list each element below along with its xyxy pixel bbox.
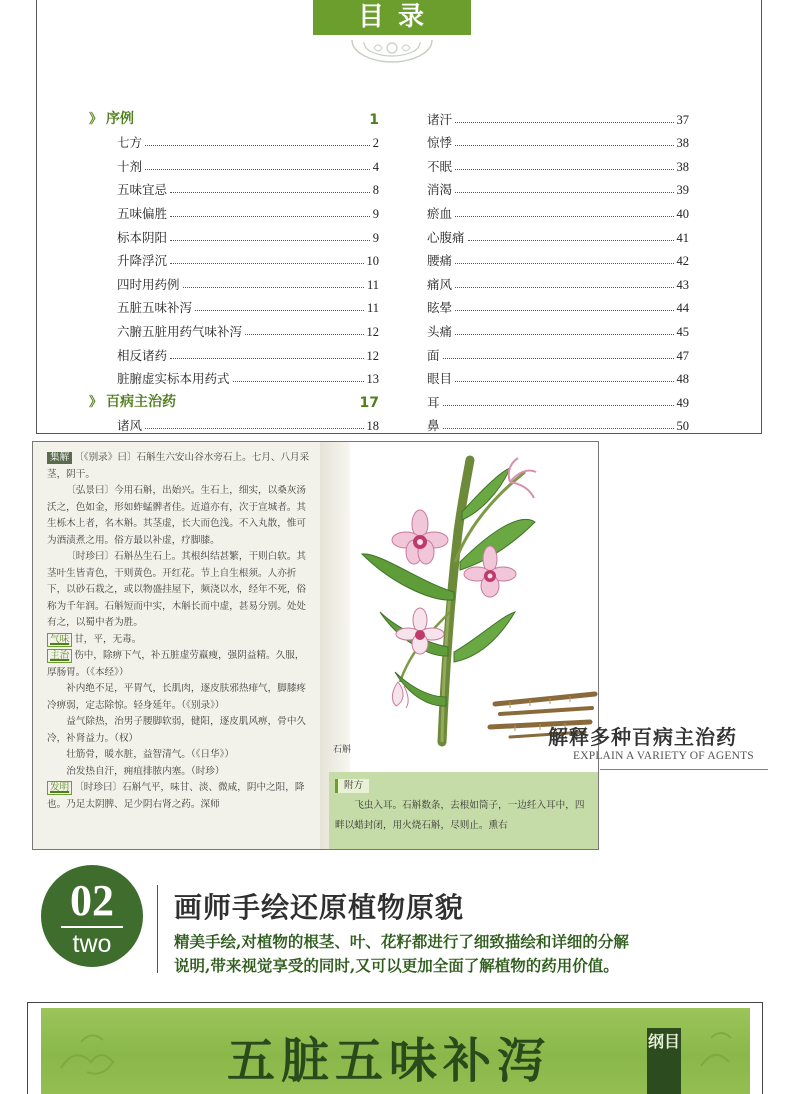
feature-number-badge	[41, 865, 143, 967]
zhuzhi-text: 伤中，除痹下气，补五脏虚劳羸瘦，强阴益精。久服，厚肠胃。（《本经》）	[47, 650, 305, 678]
toc-entry-label: 五味偏胜	[117, 205, 168, 221]
toc-dot-leader	[170, 216, 370, 217]
toc-entry-row[interactable]	[427, 316, 689, 340]
toc-dot-leader	[443, 428, 674, 429]
toc-entry-row[interactable]	[427, 411, 689, 435]
chapter-banner	[41, 1008, 750, 1094]
zhuzhi-line-3: 益气除热，治男子腰脚软弱，健阳，逐皮肌风痹，骨中久冷，补肾益力。（权）	[47, 716, 307, 744]
feature-title: 画师手绘还原植物原貌	[174, 891, 465, 924]
toc-right-column	[427, 104, 689, 434]
toc-dot-leader	[233, 381, 364, 382]
badge-word: two	[72, 930, 112, 958]
feature-desc-line-2: 说明,带来视觉享受的同时,又可以更加全面了解植物的药用价值。	[174, 956, 619, 975]
toc-left-column	[89, 104, 379, 434]
toc-page-number: 39	[676, 183, 689, 198]
feature-desc-line-1: 精美手绘,对植物的根茎、叶、花籽都进行了细致描绘和详细的分解	[174, 932, 629, 951]
tag-qiwei: 气味	[47, 633, 72, 647]
toc-entry-label: 鼻	[427, 418, 440, 434]
explain-title: 解释多种百病主治药	[548, 725, 737, 749]
toc-entry-label: 四时用药例	[117, 276, 180, 292]
shizhen-paragraph: 〔时珍曰〕石斛丛生石上。其根纠结甚繁，干则白软。其茎叶生皆青色，干则黄色。开红花。节上自生根须。人亦折下，以砂石栽之，或以物盛挂屋下，频浇以水，经年不死，俗称为千年润。石斛短而中实，木斛长而中虚，甚易分别。处处有之，以蜀中者为胜。	[47, 551, 307, 628]
toc-entry-row[interactable]	[89, 340, 379, 364]
dendrobium-drawing	[350, 442, 599, 760]
toc-dot-leader	[455, 169, 673, 170]
toc-entry-label: 序例	[106, 110, 135, 127]
faming-text: 〔时珍曰〕石斛气平，味甘、淡、微咸，阴中之阳，降也。乃足太阴脾、足少阴右肾之药。深师	[47, 782, 305, 810]
toc-entry-row[interactable]	[89, 316, 379, 340]
toc-page-number: 48	[676, 372, 689, 387]
toc-dot-leader	[170, 192, 370, 193]
toc-dot-leader	[455, 310, 673, 311]
section-arrow-icon: 》	[89, 394, 103, 410]
toc-entry-label: 腰痛	[427, 253, 453, 269]
toc-entry-label: 惊悸	[427, 135, 453, 151]
toc-dot-leader	[245, 334, 363, 335]
section-arrow-icon: 》	[89, 111, 103, 127]
toc-entry-row[interactable]	[89, 364, 379, 388]
toc-dot-leader	[145, 169, 370, 170]
toc-page-number: 17	[359, 394, 379, 411]
toc-entry-row[interactable]	[427, 175, 689, 199]
toc-entry-row[interactable]	[89, 222, 379, 246]
qiwei-paragraph	[47, 632, 312, 649]
toc-entry-label: 五脏五味补泻	[117, 300, 193, 316]
toc-entry-label: 耳	[427, 394, 440, 410]
toc-dot-leader	[443, 358, 674, 359]
toc-page-number: 41	[676, 230, 689, 245]
toc-dot-leader	[145, 428, 363, 429]
tag-fufang: 附方	[335, 779, 369, 793]
toc-dot-leader	[455, 216, 673, 217]
toc-dot-leader	[195, 310, 364, 311]
toc-entry-label: 面	[427, 347, 440, 363]
toc-page-number: 1	[369, 111, 379, 128]
jijie-text: 〔《别录》曰〕石斛生六安山谷水旁石上。七月、八月采茎，阴干。	[47, 452, 310, 480]
toc-dot-leader	[455, 381, 673, 382]
toc-dot-leader	[170, 240, 370, 241]
badge-number: 02	[70, 876, 114, 925]
toc-entry-label: 百病主治药	[106, 393, 177, 410]
toc-dot-leader	[170, 358, 363, 359]
toc-entry-label: 诸风	[117, 418, 143, 434]
toc-entry-label: 相反诸药	[117, 347, 168, 363]
toc-dot-leader	[170, 263, 363, 264]
toc-entry-label: 不眠	[427, 158, 453, 174]
toc-page-number: 45	[676, 324, 689, 339]
toc-page-number: 4	[372, 159, 379, 174]
toc-entry-row[interactable]	[89, 269, 379, 293]
toc-entry-label: 头痛	[427, 323, 453, 339]
jijie-paragraph	[47, 450, 312, 483]
zhuzhi-line-4: 壮筋骨，暖水脏，益智清气。（《日华》）	[66, 749, 235, 760]
zhuzhi-paragraph	[47, 648, 312, 681]
toc-entry-row[interactable]	[427, 364, 689, 388]
toc-page-number: 44	[676, 301, 689, 316]
zhuzhi-line-5: 治发热自汗，痈疽排脓内塞。（时珍）	[66, 765, 225, 777]
toc-entry-label: 消渴	[427, 182, 453, 198]
toc-page-number: 12	[366, 348, 379, 363]
toc-dot-leader	[455, 122, 673, 123]
toc-page-number: 11	[366, 277, 379, 292]
toc-page-number: 18	[366, 419, 379, 434]
toc-dot-leader	[455, 287, 673, 288]
cloud-ornament-icon	[344, 34, 440, 64]
toc-entry-row[interactable]	[427, 151, 689, 175]
toc-dot-leader	[145, 145, 370, 146]
chapter-title: 五脏五味补泻	[227, 1033, 552, 1089]
toc-page-number: 50	[676, 419, 689, 434]
toc-page-number: 11	[366, 301, 379, 316]
book-page-sample	[32, 441, 599, 850]
toc-entry-row[interactable]	[427, 340, 689, 364]
tag-faming: 发明	[47, 781, 72, 795]
qiwei-text: 甘，平，无毒。	[74, 633, 142, 645]
toc-page-number: 10	[366, 254, 379, 269]
toc-entry-label: 升降浮沉	[117, 253, 168, 269]
feature-description	[174, 930, 774, 978]
faming-paragraph	[47, 780, 312, 813]
book-page-text	[33, 442, 320, 850]
fufang-text: 飞虫入耳。石斛数条，去根如筒子，一边纴入耳中，四畔以蜡封闭，用火烧石斛，尽则止。熏右	[335, 800, 585, 831]
toc-entry-label: 标本阴阳	[117, 229, 168, 245]
toc-page-number: 9	[372, 230, 379, 245]
toc-entry-row[interactable]	[427, 104, 689, 128]
toc-dot-leader	[468, 240, 674, 241]
toc-page-number: 42	[676, 254, 689, 269]
toc-entry-row[interactable]	[89, 175, 379, 199]
toc-entry-row[interactable]	[89, 246, 379, 270]
toc-page-number: 8	[372, 183, 379, 198]
toc-page-number: 49	[676, 395, 689, 410]
toc-entry-row[interactable]	[427, 222, 689, 246]
toc-entry-label: 诸汗	[427, 111, 453, 127]
toc-page-number: 38	[676, 136, 689, 151]
toc-entry-row[interactable]	[89, 293, 379, 317]
feature-divider	[157, 885, 158, 973]
explain-subtitle: EXPLAIN A VARIETY OF AGENTS	[573, 750, 754, 762]
toc-entry-label: 眩晕	[427, 300, 453, 316]
toc-entry-label: 痛风	[427, 276, 453, 292]
toc-page-number: 37	[676, 112, 689, 127]
toc-section-row[interactable]	[89, 387, 379, 411]
toc-entry-row[interactable]	[427, 246, 689, 270]
toc-entry-row[interactable]	[89, 151, 379, 175]
toc-page-number: 38	[676, 159, 689, 174]
toc-page-number: 2	[372, 136, 379, 151]
toc-dot-leader	[455, 263, 673, 264]
toc-panel	[36, 0, 762, 434]
toc-entry-row[interactable]	[427, 269, 689, 293]
toc-page-number: 47	[676, 348, 689, 363]
toc-entry-row[interactable]	[427, 128, 689, 152]
toc-entry-row[interactable]	[89, 411, 379, 435]
fufang-box	[329, 772, 599, 850]
toc-entry-row[interactable]	[89, 198, 379, 222]
bottom-section	[27, 1002, 763, 1094]
toc-entry-row[interactable]	[89, 128, 379, 152]
toc-dot-leader	[443, 405, 674, 406]
toc-entry-label: 眼目	[427, 371, 453, 387]
toc-page-number: 9	[372, 206, 379, 221]
toc-entry-row[interactable]	[427, 293, 689, 317]
toc-entry-label: 五味宜忌	[117, 182, 168, 198]
toc-dot-leader	[455, 192, 673, 193]
toc-dot-leader	[183, 287, 364, 288]
toc-entry-label: 七方	[117, 135, 143, 151]
toc-entry-row[interactable]	[427, 387, 689, 411]
toc-banner: 目录	[313, 0, 471, 35]
tag-jijie: 集解	[47, 452, 72, 464]
badge-divider	[61, 926, 123, 928]
chapter-side-label: 纲目	[647, 1028, 681, 1094]
zhuzhi-line-2: 补内绝不足，平胃气，长肌肉，逐皮肤邪热痱气，脚膝疼冷痹弱，定志除惊。轻身延年。（《别录》）	[47, 683, 307, 711]
toc-page-number: 13	[366, 372, 379, 387]
toc-entry-label: 十剂	[117, 158, 143, 174]
toc-entry-row[interactable]	[427, 198, 689, 222]
hongjing-paragraph: 〔弘景曰〕今用石斛，出始兴。生石上，细实，以桑灰汤沃之，色如金，形如蚱蜢髀者佳。近道亦有，次于宣城者。其生栎木上者，名木斛。其茎虚，长大而色浅。不入丸散，惟可为酒渍煮之用。俗方最以补虚，疗脚膝。	[47, 485, 307, 546]
toc-entry-label: 六腑五脏用药气味补泻	[117, 323, 243, 339]
plant-caption: 石斛	[333, 745, 352, 755]
toc-page-number: 12	[366, 324, 379, 339]
toc-entry-label: 心腹痛	[427, 229, 465, 245]
tag-zhuzhi: 主治	[47, 649, 72, 663]
toc-page-number: 40	[676, 206, 689, 221]
explain-divider	[600, 769, 768, 770]
toc-dot-leader	[455, 334, 673, 335]
toc-dot-leader	[455, 145, 673, 146]
toc-entry-label: 瘀血	[427, 205, 453, 221]
plant-illustration	[350, 442, 599, 760]
toc-entry-label: 脏腑虚实标本用药式	[117, 371, 230, 387]
toc-section-row[interactable]	[89, 104, 379, 128]
toc-page-number: 43	[676, 277, 689, 292]
